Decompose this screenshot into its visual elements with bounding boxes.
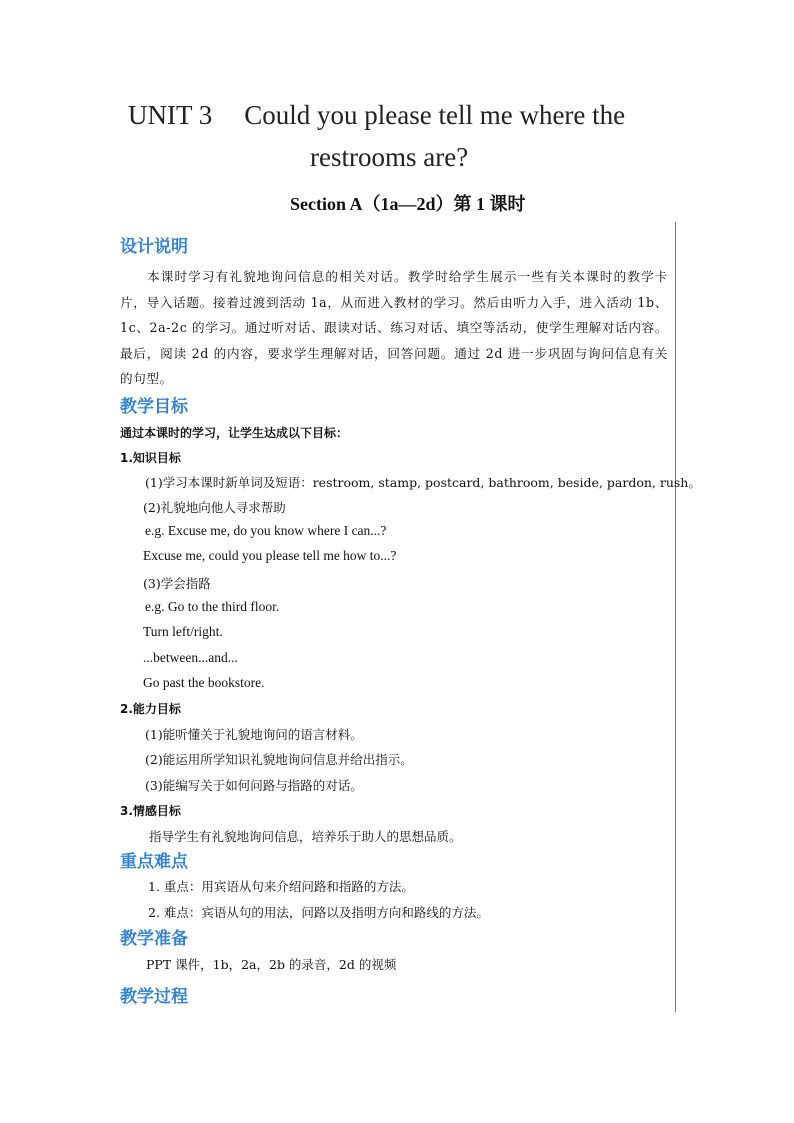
ability-item-3: (3)能编写关于如何问路与指路的对话。 xyxy=(145,778,363,793)
heading-keypoints: 重点难点 xyxy=(120,852,188,872)
example-2: Excuse me, could you please tell me how to...? xyxy=(143,548,397,563)
goals-intro: 通过本课时的学习，让学生达成以下目标： xyxy=(120,426,349,440)
example-3: e.g. Go to the third floor. xyxy=(145,599,280,614)
heading-design: 设计说明 xyxy=(120,237,188,257)
ability-item-2: (2)能运用所学知识礼貌地询问信息并给出指示。 xyxy=(145,752,413,767)
table-border-line xyxy=(675,222,676,1012)
unit-label: UNIT 3 xyxy=(128,100,213,130)
knowledge-item-1: (1)学习本课时新单词及短语：restroom, stamp, postcard, bathroom, beside, pardon, rush。 xyxy=(145,475,701,490)
keypoint-2: 2. 难点：宾语从句的用法，问路以及指明方向和路线的方法。 xyxy=(148,905,489,920)
heading-prep: 教学准备 xyxy=(120,929,188,949)
knowledge-item-3: (3)学会指路 xyxy=(143,576,211,591)
title-text-1: Could you please tell me where the xyxy=(244,100,626,130)
ability-item-1: (1)能听懂关于礼貌地询问的语言材料。 xyxy=(145,727,363,742)
example-5: ...between...and... xyxy=(143,650,238,665)
section-subtitle: Section A（1a—2d）第 1 课时 xyxy=(290,194,526,214)
heading-process: 教学过程 xyxy=(120,987,188,1007)
emotion-item-1: 指导学生有礼貌地询问信息，培养乐于助人的思想品质。 xyxy=(149,829,462,844)
knowledge-item-2: (2)礼貌地向他人寻求帮助 xyxy=(143,500,286,515)
knowledge-title: 1.知识目标 xyxy=(120,451,181,465)
emotion-title: 3.情感目标 xyxy=(120,804,181,818)
prep-text: PPT 课件，1b，2a，2b 的录音，2d 的视频 xyxy=(146,957,397,972)
title-line-2: restrooms are? xyxy=(310,142,469,172)
title-line-1 xyxy=(128,100,688,131)
example-1: e.g. Excuse me, do you know where I can...? xyxy=(145,523,387,538)
heading-goals: 教学目标 xyxy=(120,397,188,417)
example-6: Go past the bookstore. xyxy=(143,675,265,690)
keypoint-1: 1. 重点：用宾语从句来介绍问路和指路的方法。 xyxy=(148,879,414,894)
ability-title: 2.能力目标 xyxy=(120,702,181,716)
design-paragraph: 本课时学习有礼貌地询问信息的相关对话。教学时给学生展示一些有关本课时的教学卡片，导入话题。接着过渡到活动 1a，从而进入教材的学习。然后由听力入手，进入活动 1b、1c、2a-2c 的学习。通过听对话、跟读对话、练习对话、填空等活动，使学生理解对话内容。最后，阅读 2d 的内容，要求学生理解对话，回答问题。通过 2d 进一步巩固与询问信息有关的句型。 xyxy=(120,269,668,386)
example-4: Turn left/right. xyxy=(143,624,223,639)
